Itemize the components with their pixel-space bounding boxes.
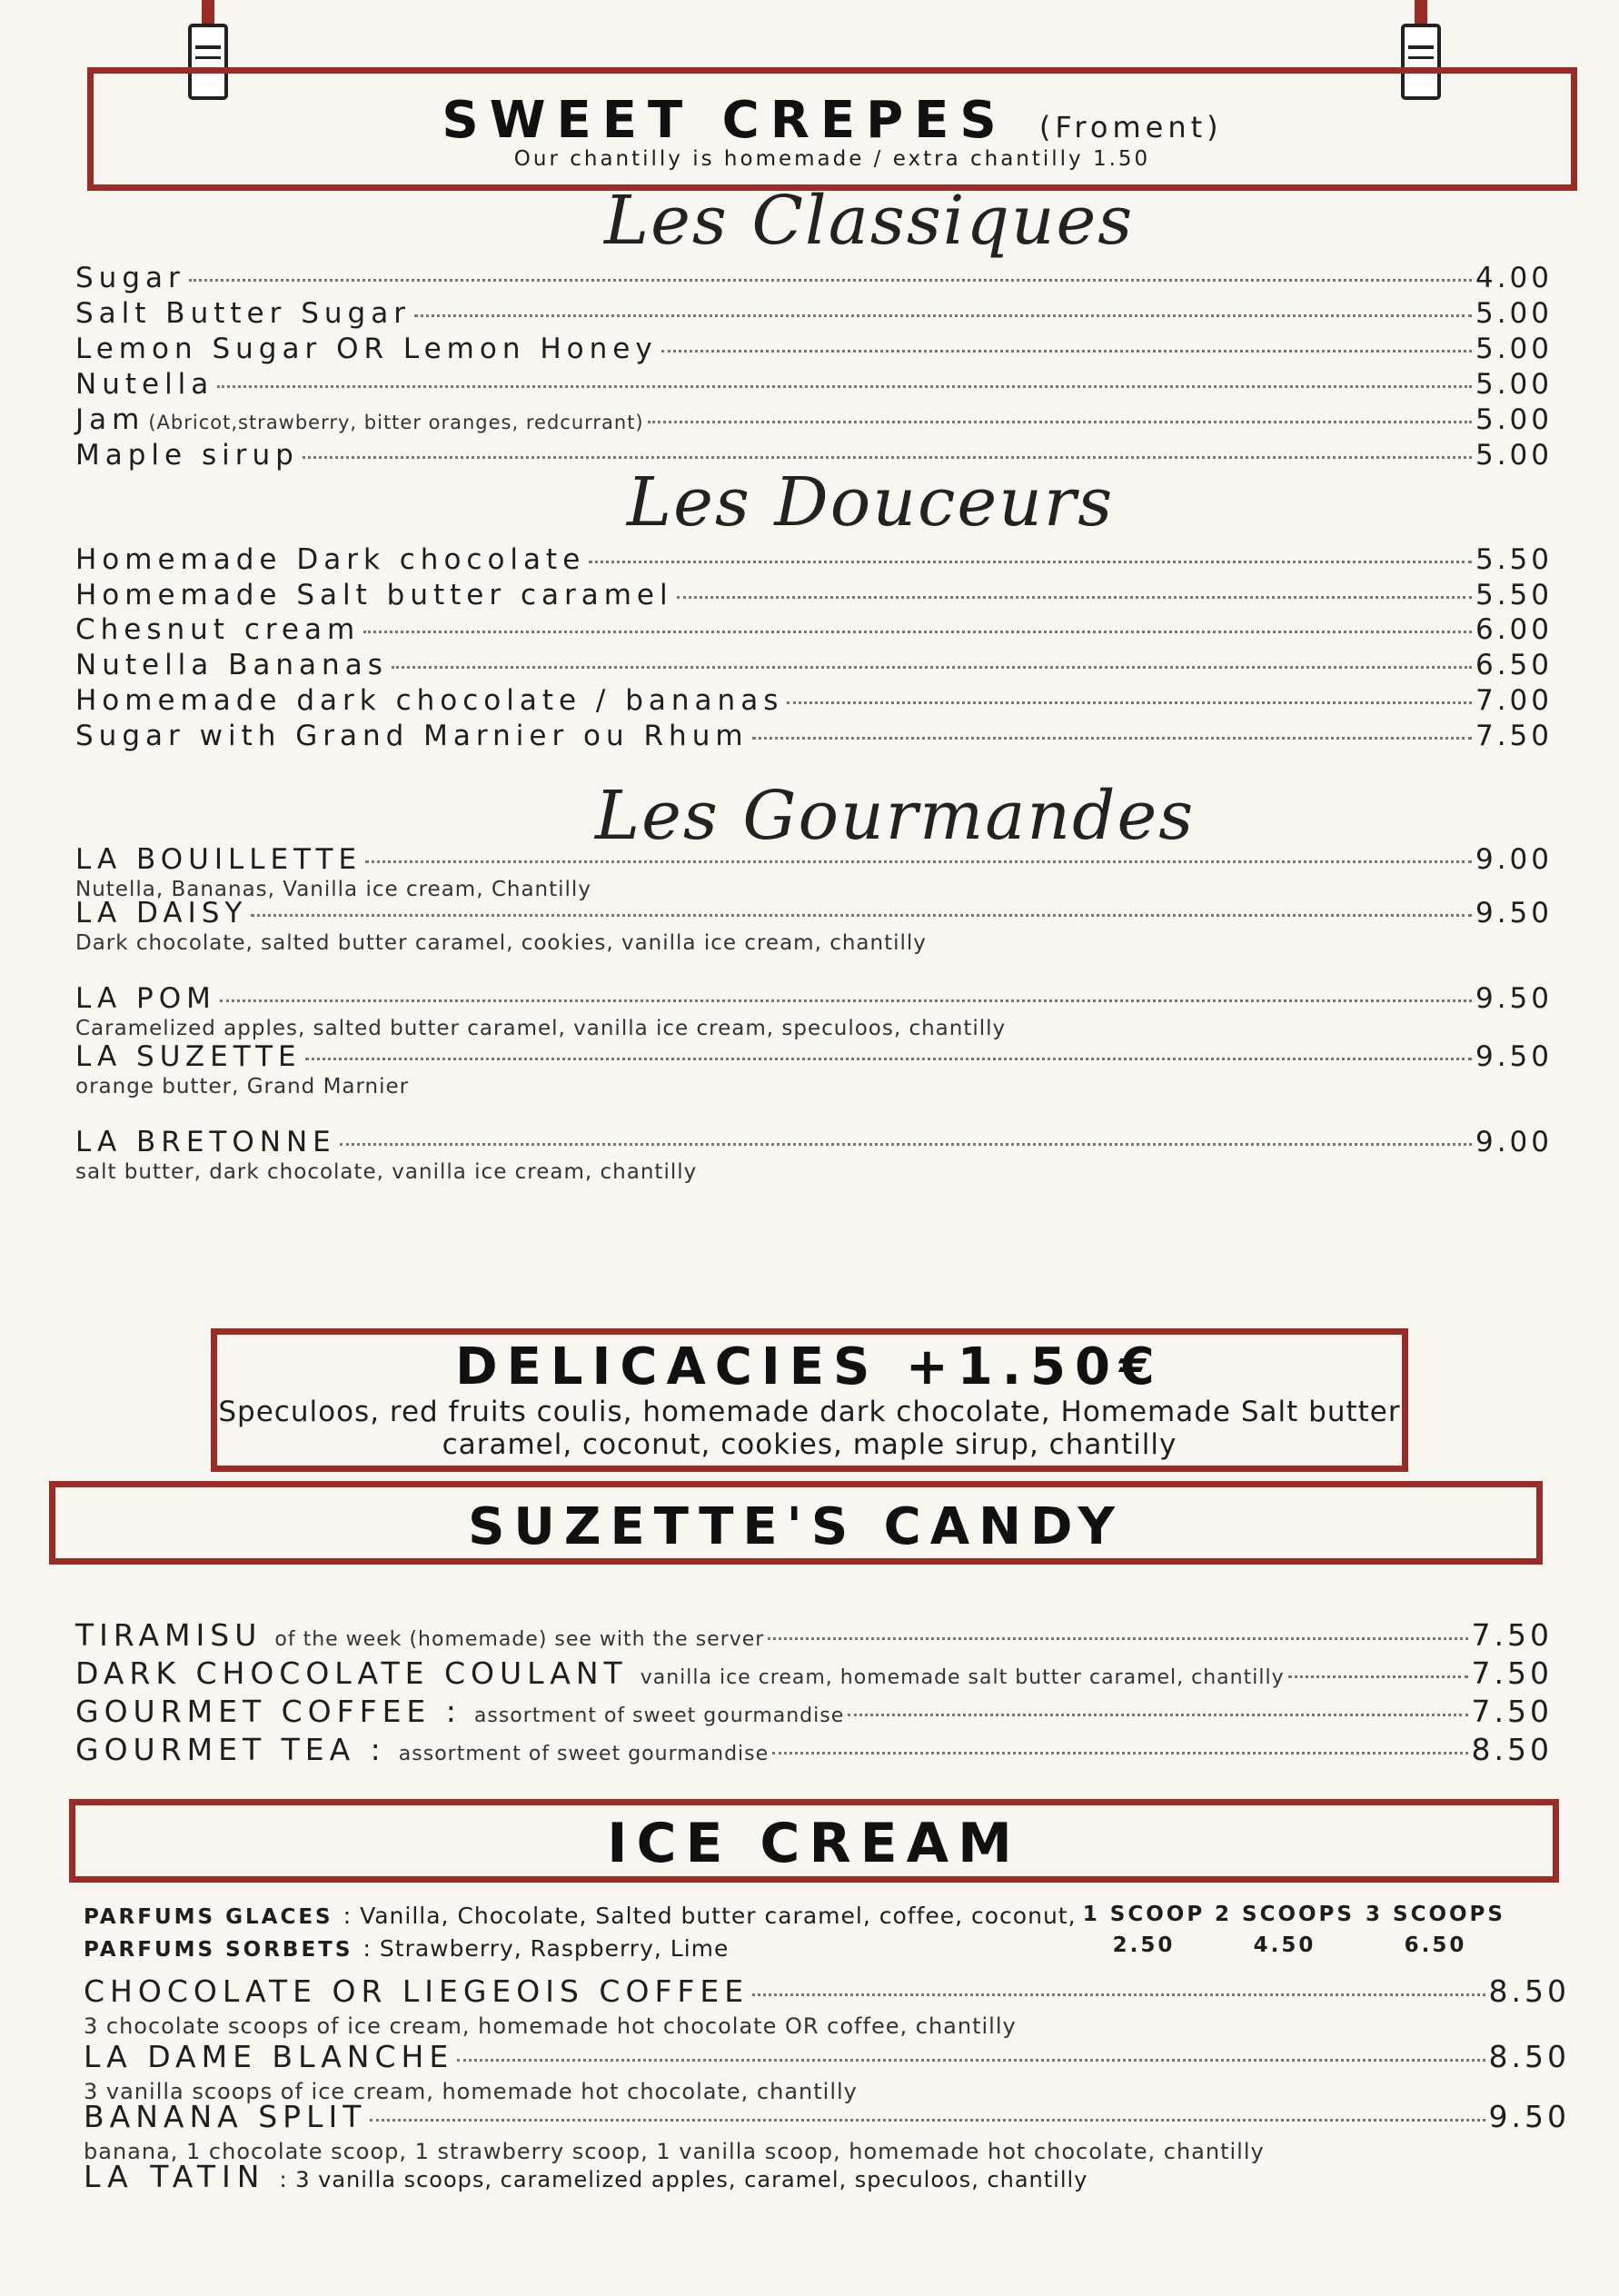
dot-leader [1288,1675,1468,1678]
dot-leader [189,279,1472,282]
item-price: 8.50 [1471,1732,1553,1767]
item-name: DARK CHOCOLATE COULANT [75,1655,628,1691]
item-price: 4.00 [1475,262,1553,294]
item-price: 5.00 [1475,439,1553,472]
dot-leader [365,860,1472,863]
item-note: assortment of sweet gourmandise [398,1743,770,1765]
item-name: Homemade Salt butter caramel [75,579,673,611]
parfums-sorbets-label: PARFUMS SORBETS [84,1938,353,1962]
parfums-glaces-line [84,1903,1077,1929]
item-name: CHOCOLATE OR LIEGEOIS COFFEE [84,1973,750,2009]
item-name: Jam [75,403,145,436]
item-price: 6.00 [1475,613,1553,646]
la-tatin-desc: : 3 vanilla scoops, caramelized apples, caramel, speculoos, chantilly [279,2167,1088,2192]
item-name: Homemade Dark chocolate [75,543,586,576]
item-price: 9.50 [1475,982,1553,1015]
item-price: 9.50 [1475,897,1553,929]
item-price: 8.50 [1488,1973,1570,2009]
delicacies-line-1: Speculoos, red fruits coulis, homemade dark chocolate, Homemade Salt butter [218,1396,1401,1428]
menu-item-la-dame-blanche [84,2039,1570,2074]
scoop-3 [1363,1903,1508,1957]
item-name: LA POM [75,982,216,1015]
item-name: LA BRETONNE [75,1126,336,1158]
scoop-2 [1212,1903,1357,1957]
douceurs-heading: Les Douceurs [627,463,1115,542]
dot-leader [787,701,1472,704]
item-price: 8.50 [1488,2039,1570,2074]
dot-leader [217,385,1472,388]
parfums-glaces-flavors: : Vanilla, Chocolate, Salted butter caramel, coffee, coconut, [343,1903,1077,1929]
dot-leader [305,1058,1472,1060]
classiques-heading: Les Classiques [604,182,1135,260]
menu-item-lemon-sugar-or-lemon-honey [75,333,1553,365]
item-name: LA SUZETTE [75,1040,302,1073]
item-name: Chesnut cream [75,613,361,646]
menu-item-la-bouillette [75,843,1553,876]
item-description: salt butter, dark chocolate, vanilla ice cream, chantilly [75,1160,698,1184]
item-note: vanilla ice cream, homemade salt butter caramel, chantilly [640,1666,1285,1689]
gourmandes-heading: Les Gourmandes [595,777,1196,855]
delicacies-line-2: caramel, coconut, cookies, maple sirup, chantilly [442,1428,1177,1461]
item-name: TIRAMISU [75,1617,263,1653]
item-name: LA DAME BLANCHE [84,2039,454,2074]
menu-item-banana-split [84,2099,1570,2134]
dot-leader [677,596,1472,599]
menu-item-homemade-dark-chocolate [75,543,1553,576]
item-price: 5.50 [1475,579,1553,611]
dot-leader [661,350,1472,353]
item-name: Salt Butter Sugar [75,297,411,330]
dot-leader [251,914,1472,917]
parfums-sorbets-flavors: : Strawberry, Raspberry, Lime [363,1935,730,1962]
dot-leader [414,314,1472,317]
item-name: Nutella Bananas [75,649,388,681]
item-name: Homemade dark chocolate / bananas [75,684,784,717]
item-description: Dark chocolate, salted butter caramel, cookies, vanilla ice cream, chantilly [75,931,927,955]
menu-item-gourmet-coffee [75,1694,1553,1729]
dot-leader [392,666,1472,669]
scoop-3-price: 6.50 [1404,1933,1467,1957]
scoop-1-price: 2.50 [1112,1933,1176,1957]
item-name: Sugar [75,262,185,294]
menu-item-la-daisy [75,897,1553,929]
menu-item-la-suzette [75,1040,1553,1073]
item-price: 5.00 [1475,333,1553,365]
item-name: LA DAISY [75,897,248,929]
item-price: 9.00 [1475,1126,1553,1158]
dot-leader [457,2059,1485,2062]
item-price: 5.50 [1475,543,1553,576]
scoop-2-label: 2 SCOOPS [1215,1903,1355,1926]
menu-item-gourmet-tea [75,1732,1553,1767]
dot-leader [303,456,1472,459]
dot-leader [768,1637,1467,1640]
dot-leader [363,631,1472,633]
item-name: Maple sirup [75,439,299,472]
item-description: banana, 1 chocolate scoop, 1 strawberry scoop, 1 vanilla scoop, homemade hot chocolate, chantilly [84,2139,1265,2164]
item-price: 7.50 [1471,1617,1553,1653]
item-name: Sugar with Grand Marnier ou Rhum [75,720,749,752]
item-name: GOURMET TEA : [75,1732,386,1767]
item-price: 5.00 [1475,403,1553,436]
la-tatin-line [84,2159,1088,2194]
menu-item-homemade-salt-butter-caramel [75,579,1553,611]
item-note: (Abricot,strawberry, bitter oranges, redcurrant) [148,412,644,433]
menu-item-jam [75,403,1553,436]
item-note: of the week (homemade) see with the server [274,1628,765,1651]
menu-item-la-pom [75,982,1553,1015]
dot-leader [848,1714,1467,1716]
item-price: 9.50 [1488,2099,1570,2134]
item-price: 7.50 [1475,720,1553,752]
menu-item-homemade-dark-chocolate-bananas [75,684,1553,717]
menu-item-tiramisu [75,1617,1553,1653]
item-price: 7.50 [1471,1694,1553,1729]
menu-item-nutella [75,368,1553,401]
la-tatin-name: LA TATIN [84,2159,266,2194]
dot-leader [772,1752,1467,1754]
parfums-glaces-label: PARFUMS GLACES [84,1905,333,1929]
menu-item-dark-chocolate-coulant [75,1655,1553,1691]
scoop-3-label: 3 SCOOPS [1366,1903,1505,1926]
sweet-crepes-subtitle: (Froment) [1038,110,1223,144]
menu-item-sugar [75,262,1553,294]
ice-cream-title: ICE CREAM [607,1812,1021,1875]
dot-leader [220,999,1472,1002]
item-description: orange butter, Grand Marnier [75,1075,410,1098]
scoop-2-price: 4.50 [1253,1933,1316,1957]
item-price: 9.00 [1475,843,1553,876]
item-price: 7.00 [1475,684,1553,717]
item-price: 6.50 [1475,649,1553,681]
item-name: BANANA SPLIT [84,2099,367,2134]
scoop-1-label: 1 SCOOP [1082,1903,1206,1926]
dot-leader [589,561,1472,563]
dot-leader [648,421,1472,423]
item-price: 7.50 [1471,1655,1553,1691]
item-name: Lemon Sugar OR Lemon Honey [75,333,658,365]
scoop-1 [1076,1903,1212,1957]
delicacies-title: DELICACIES +1.50€ [455,1337,1164,1396]
parfums-sorbets-line [84,1935,729,1962]
item-name: GOURMET COFFEE : [75,1694,462,1729]
sweet-crepes-title: SWEET CREPES [442,91,1008,150]
item-description: Nutella, Bananas, Vanilla ice cream, Chantilly [75,878,591,901]
item-note: assortment of sweet gourmandise [473,1705,845,1727]
chantilly-note: Our chantilly is homemade / extra chantilly 1.50 [513,147,1151,171]
dot-leader [752,1993,1485,1996]
item-name: LA BOUILLETTE [75,843,363,876]
menu-item-la-bretonne [75,1126,1553,1158]
menu-item-sugar-with-grand-marnier-ou-rhum [75,720,1553,752]
item-price: 5.00 [1475,297,1553,330]
dot-leader [752,737,1472,740]
menu-item-chocolate-or-liegeois-coffee [84,1973,1570,2009]
item-price: 5.00 [1475,368,1553,401]
item-price: 9.50 [1475,1040,1553,1073]
menu-item-nutella-bananas [75,649,1553,681]
menu-item-salt-butter-sugar [75,297,1553,330]
menu-item-chesnut-cream [75,613,1553,646]
dot-leader [370,2119,1485,2122]
candy-title: SUZETTE'S CANDY [468,1497,1124,1556]
item-description: 3 chocolate scoops of ice cream, homemade hot chocolate OR coffee, chantilly [84,2013,1017,2039]
item-name: Nutella [75,368,214,401]
sweet-crepes-title-line [87,91,1577,150]
dot-leader [340,1143,1472,1146]
item-description: 3 vanilla scoops of ice cream, homemade hot chocolate, chantilly [84,2079,858,2104]
item-description: Caramelized apples, salted butter caramel, vanilla ice cream, speculoos, chantilly [75,1017,1007,1040]
